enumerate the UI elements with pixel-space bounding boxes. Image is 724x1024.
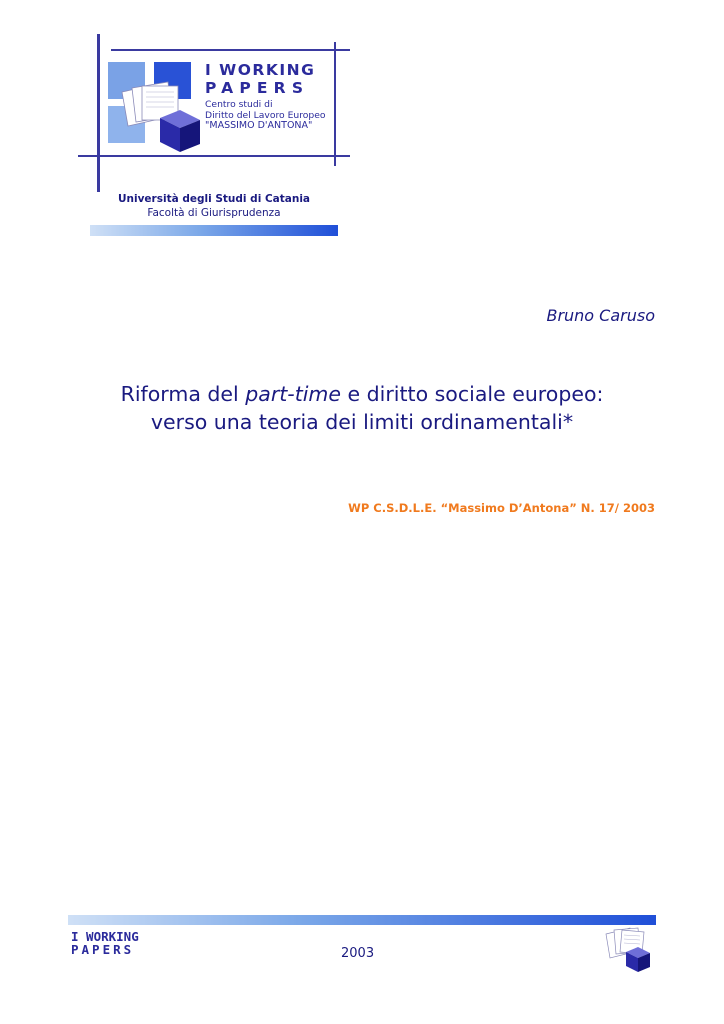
university-name: Università degli Studi di Catania (117, 193, 310, 205)
footer-cube-icon (604, 924, 656, 974)
footer-logo (71, 930, 139, 956)
title-part1: Riforma del (120, 382, 246, 406)
logo-title (205, 61, 315, 97)
logo-frame-line-top (111, 49, 350, 51)
logo-frame-line-left (97, 34, 100, 192)
paper-title (60, 380, 664, 436)
paper-title-line2: verso una teoria dei limiti ordinamentali* (150, 410, 574, 434)
logo-subtitle-line2: Diritto del Lavoro Europeo (205, 109, 326, 121)
faculty-name: Facoltà di Giurisprudenza (147, 207, 281, 219)
title-part2: e diritto sociale europeo: (341, 382, 604, 406)
author-name: Bruno Caruso (546, 306, 655, 325)
footer-year: 2003 (341, 946, 375, 961)
header-logo (78, 34, 350, 192)
logo-subtitle-line3: "MASSIMO D'ANTONA" (205, 120, 313, 131)
working-paper-reference: WP C.S.D.L.E. “Massimo D’Antona” N. 17/ 2003 (348, 501, 655, 515)
footer-logo-line2: PAPERS (71, 942, 135, 957)
papers-cube-icon (118, 80, 208, 155)
logo-title-line1: I WORKING (205, 61, 316, 79)
logo-frame-line-bottom (78, 155, 350, 157)
footer-logo-line1: I WORKING (71, 929, 139, 944)
logo-subtitle-line1: Centro studi di (205, 99, 273, 110)
paper-title-line1 (60, 380, 664, 408)
footer-gradient-bar (68, 915, 656, 925)
logo-frame-line-right (334, 42, 336, 166)
logo-subtitle (205, 100, 326, 132)
logo-title-line2: PAPERS (205, 79, 310, 97)
title-italic: part-time (245, 382, 342, 406)
header-gradient-bar (90, 225, 338, 236)
